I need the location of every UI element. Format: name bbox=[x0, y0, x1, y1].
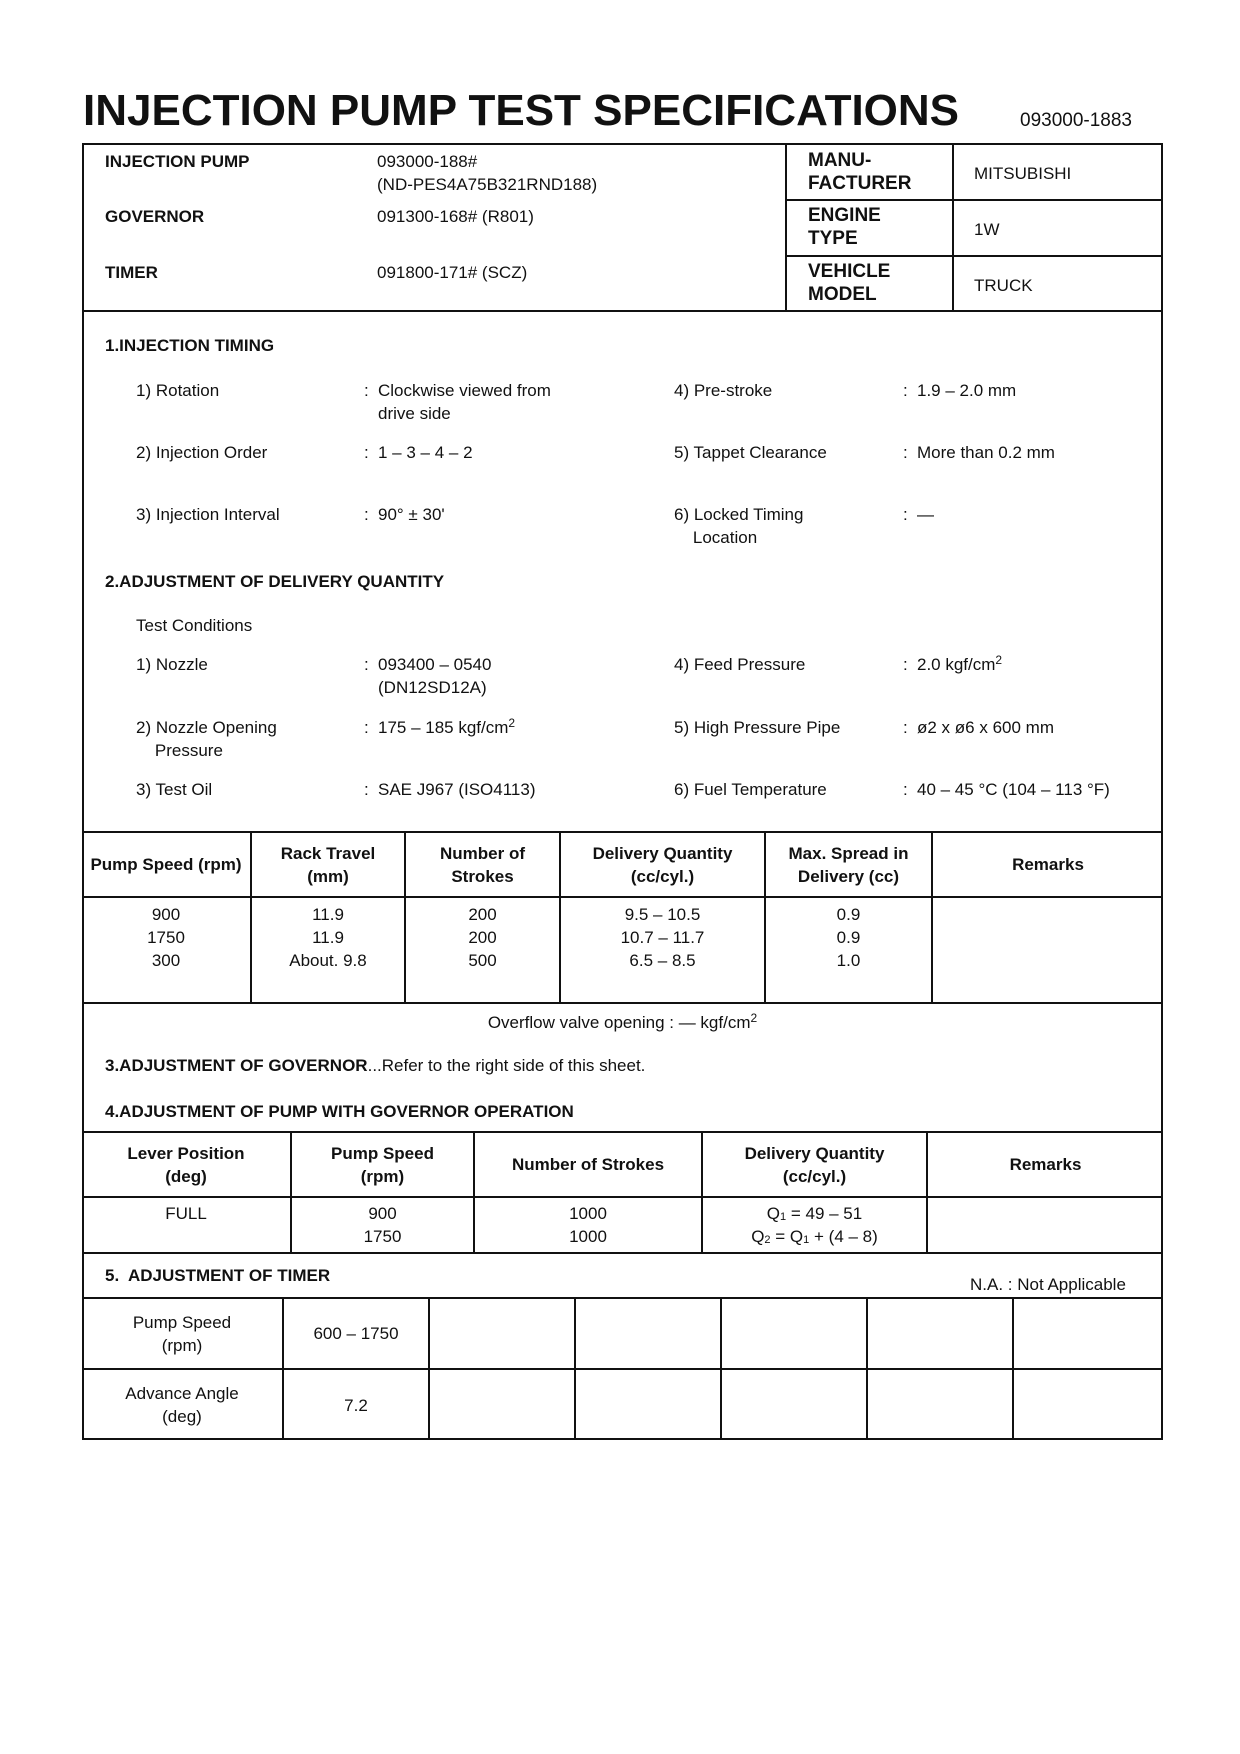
na-note: N.A. : Not Applicable bbox=[970, 1275, 1126, 1294]
colon: : bbox=[903, 780, 908, 799]
section2-heading: 2.ADJUSTMENT OF DELIVERY QUANTITY bbox=[105, 572, 445, 591]
table-col-strokes: 200 200 500 bbox=[468, 905, 497, 970]
timer-pump-speed-value: 600 – 1750 bbox=[313, 1324, 399, 1343]
vehicle-model-value: TRUCK bbox=[974, 276, 1033, 295]
tappet-clearance-value: More than 0.2 mm bbox=[917, 443, 1055, 462]
table-header-pump-speed: Pump Speed (rpm) bbox=[90, 855, 242, 874]
high-pressure-pipe-value: ø2 x ø6 x 600 mm bbox=[917, 718, 1054, 737]
fuel-temperature-value: 40 – 45 °C (104 – 113 °F) bbox=[917, 780, 1110, 799]
test-oil-value: SAE J967 (ISO4113) bbox=[378, 780, 536, 799]
injection-pump-label: INJECTION PUMP bbox=[105, 152, 250, 171]
colon: : bbox=[903, 443, 908, 462]
injection-interval-value: 90° ± 30' bbox=[378, 505, 445, 524]
gov-strokes-values: 1000 1000 bbox=[569, 1204, 607, 1246]
colon: : bbox=[364, 381, 369, 400]
table-col-rack-travel: 11.9 11.9 About. 9.8 bbox=[289, 905, 367, 970]
rotation-value: Clockwise viewed from drive side bbox=[378, 381, 551, 423]
timer-pump-speed-label: Pump Speed (rpm) bbox=[132, 1312, 232, 1355]
tappet-clearance-label: 5) Tappet Clearance bbox=[674, 443, 827, 462]
timer-advance-angle-label: Advance Angle (deg) bbox=[125, 1384, 239, 1426]
engine-type-label: ENGINE TYPE bbox=[808, 205, 881, 249]
rotation-label: 1) Rotation bbox=[136, 381, 220, 400]
gov-header-strokes: Number of Strokes bbox=[511, 1155, 665, 1174]
colon: : bbox=[364, 655, 369, 674]
table-header-strokes: Number of Strokes bbox=[440, 843, 525, 886]
colon: : bbox=[903, 505, 908, 524]
injection-order-label: 2) Injection Order bbox=[136, 443, 268, 462]
table-col-delivery-quantity: 9.5 – 10.5 10.7 – 11.7 6.5 – 8.5 bbox=[620, 905, 705, 970]
section4-heading: 4.ADJUSTMENT OF PUMP WITH GOVERNOR OPERATION bbox=[105, 1102, 574, 1121]
table-col-max-spread: 0.9 0.9 1.0 bbox=[836, 905, 861, 970]
locked-timing-value: — bbox=[917, 505, 934, 524]
section3-heading: 3.ADJUSTMENT OF GOVERNOR bbox=[105, 1056, 368, 1075]
manufacturer-label: MANU- FACTURER bbox=[808, 150, 912, 194]
injection-order-value: 1 – 3 – 4 – 2 bbox=[378, 443, 473, 462]
table-header-remarks: Remarks bbox=[1012, 855, 1084, 874]
gov-q1-value: $Q_1 = 49 - 51$ bbox=[766, 1204, 863, 1223]
gov-header-delivery-quantity: Delivery Quantity (cc/cyl.) bbox=[744, 1143, 885, 1186]
nozzle-opening-pressure-label: 2) Nozzle Opening Pressure bbox=[136, 718, 277, 760]
high-pressure-pipe-label: 5) High Pressure Pipe bbox=[674, 718, 841, 737]
gov-q2-value: $Q_2 = Q_1 + (4 - 8)$ bbox=[751, 1227, 878, 1246]
gov-header-lever-position: Lever Position (deg) bbox=[127, 1143, 245, 1186]
colon: : bbox=[903, 718, 908, 737]
page-title: INJECTION PUMP TEST SPECIFICATIONS bbox=[83, 86, 960, 135]
colon: : bbox=[364, 443, 369, 462]
section1-heading: 1.INJECTION TIMING bbox=[105, 336, 275, 355]
nozzle-label: 1) Nozzle bbox=[136, 655, 208, 674]
engine-type-value: 1W bbox=[974, 220, 1000, 239]
nozzle-opening-pressure-value: 175 – 185 kgf/$cm^2$ bbox=[378, 716, 516, 737]
colon: : bbox=[903, 655, 908, 674]
timer-label: TIMER bbox=[105, 263, 158, 282]
table-header-rack-travel: Rack Travel (mm) bbox=[280, 843, 376, 886]
fuel-temperature-label: 6) Fuel Temperature bbox=[674, 780, 827, 799]
table-col-pump-speed: 900 1750 300 bbox=[147, 905, 185, 970]
gov-pump-speed-values: 900 1750 bbox=[363, 1204, 402, 1246]
feed-pressure-value: 2.0 kgf/$cm^2$ bbox=[917, 653, 1003, 674]
injection-pump-value: 093000-188# bbox=[377, 152, 478, 171]
table-header-max-spread: Max. Spread in Delivery (cc) bbox=[788, 843, 909, 886]
pre-stroke-label: 4) Pre-stroke bbox=[674, 381, 773, 400]
gov-header-remarks: Remarks bbox=[1009, 1155, 1082, 1174]
colon: : bbox=[364, 718, 369, 737]
document-number: 093000-1883 bbox=[1020, 110, 1132, 131]
section3-line bbox=[105, 1054, 645, 1077]
locked-timing-label: 6) Locked Timing Location bbox=[674, 505, 804, 547]
injection-pump-model: (ND-PES4A75B321RND188) bbox=[377, 175, 598, 194]
vehicle-model-label: VEHICLE MODEL bbox=[808, 261, 891, 305]
gov-header-pump-speed: Pump Speed (rpm) bbox=[331, 1143, 434, 1186]
section3-text: ...Refer to the right side of this sheet. bbox=[367, 1056, 646, 1075]
manufacturer-value: MITSUBISHI bbox=[974, 164, 1072, 183]
table-header-delivery-quantity: Delivery Quantity (cc/cyl.) bbox=[592, 843, 733, 886]
section5-heading: 5. ADJUSTMENT OF TIMER bbox=[105, 1266, 331, 1285]
governor-label: GOVERNOR bbox=[105, 207, 205, 226]
overflow-valve-text: Overflow valve opening : — kgf/$cm^2$ bbox=[487, 1011, 758, 1032]
colon: : bbox=[903, 381, 908, 400]
pre-stroke-value: 1.9 – 2.0 mm bbox=[917, 381, 1017, 400]
timer-advance-angle-value: 7.2 bbox=[344, 1395, 368, 1415]
governor-value: 091300-168# (R801) bbox=[377, 207, 534, 226]
colon: : bbox=[364, 780, 369, 799]
test-conditions-label: Test Conditions bbox=[136, 616, 253, 635]
timer-value: 091800-171# (SCZ) bbox=[377, 263, 528, 282]
injection-interval-label: 3) Injection Interval bbox=[136, 505, 280, 524]
test-oil-label: 3) Test Oil bbox=[136, 780, 213, 799]
gov-lever-position-value: FULL bbox=[165, 1204, 207, 1223]
feed-pressure-label: 4) Feed Pressure bbox=[674, 655, 806, 674]
colon: : bbox=[364, 505, 369, 524]
nozzle-value: 093400 – 0540 (DN12SD12A) bbox=[378, 655, 492, 697]
